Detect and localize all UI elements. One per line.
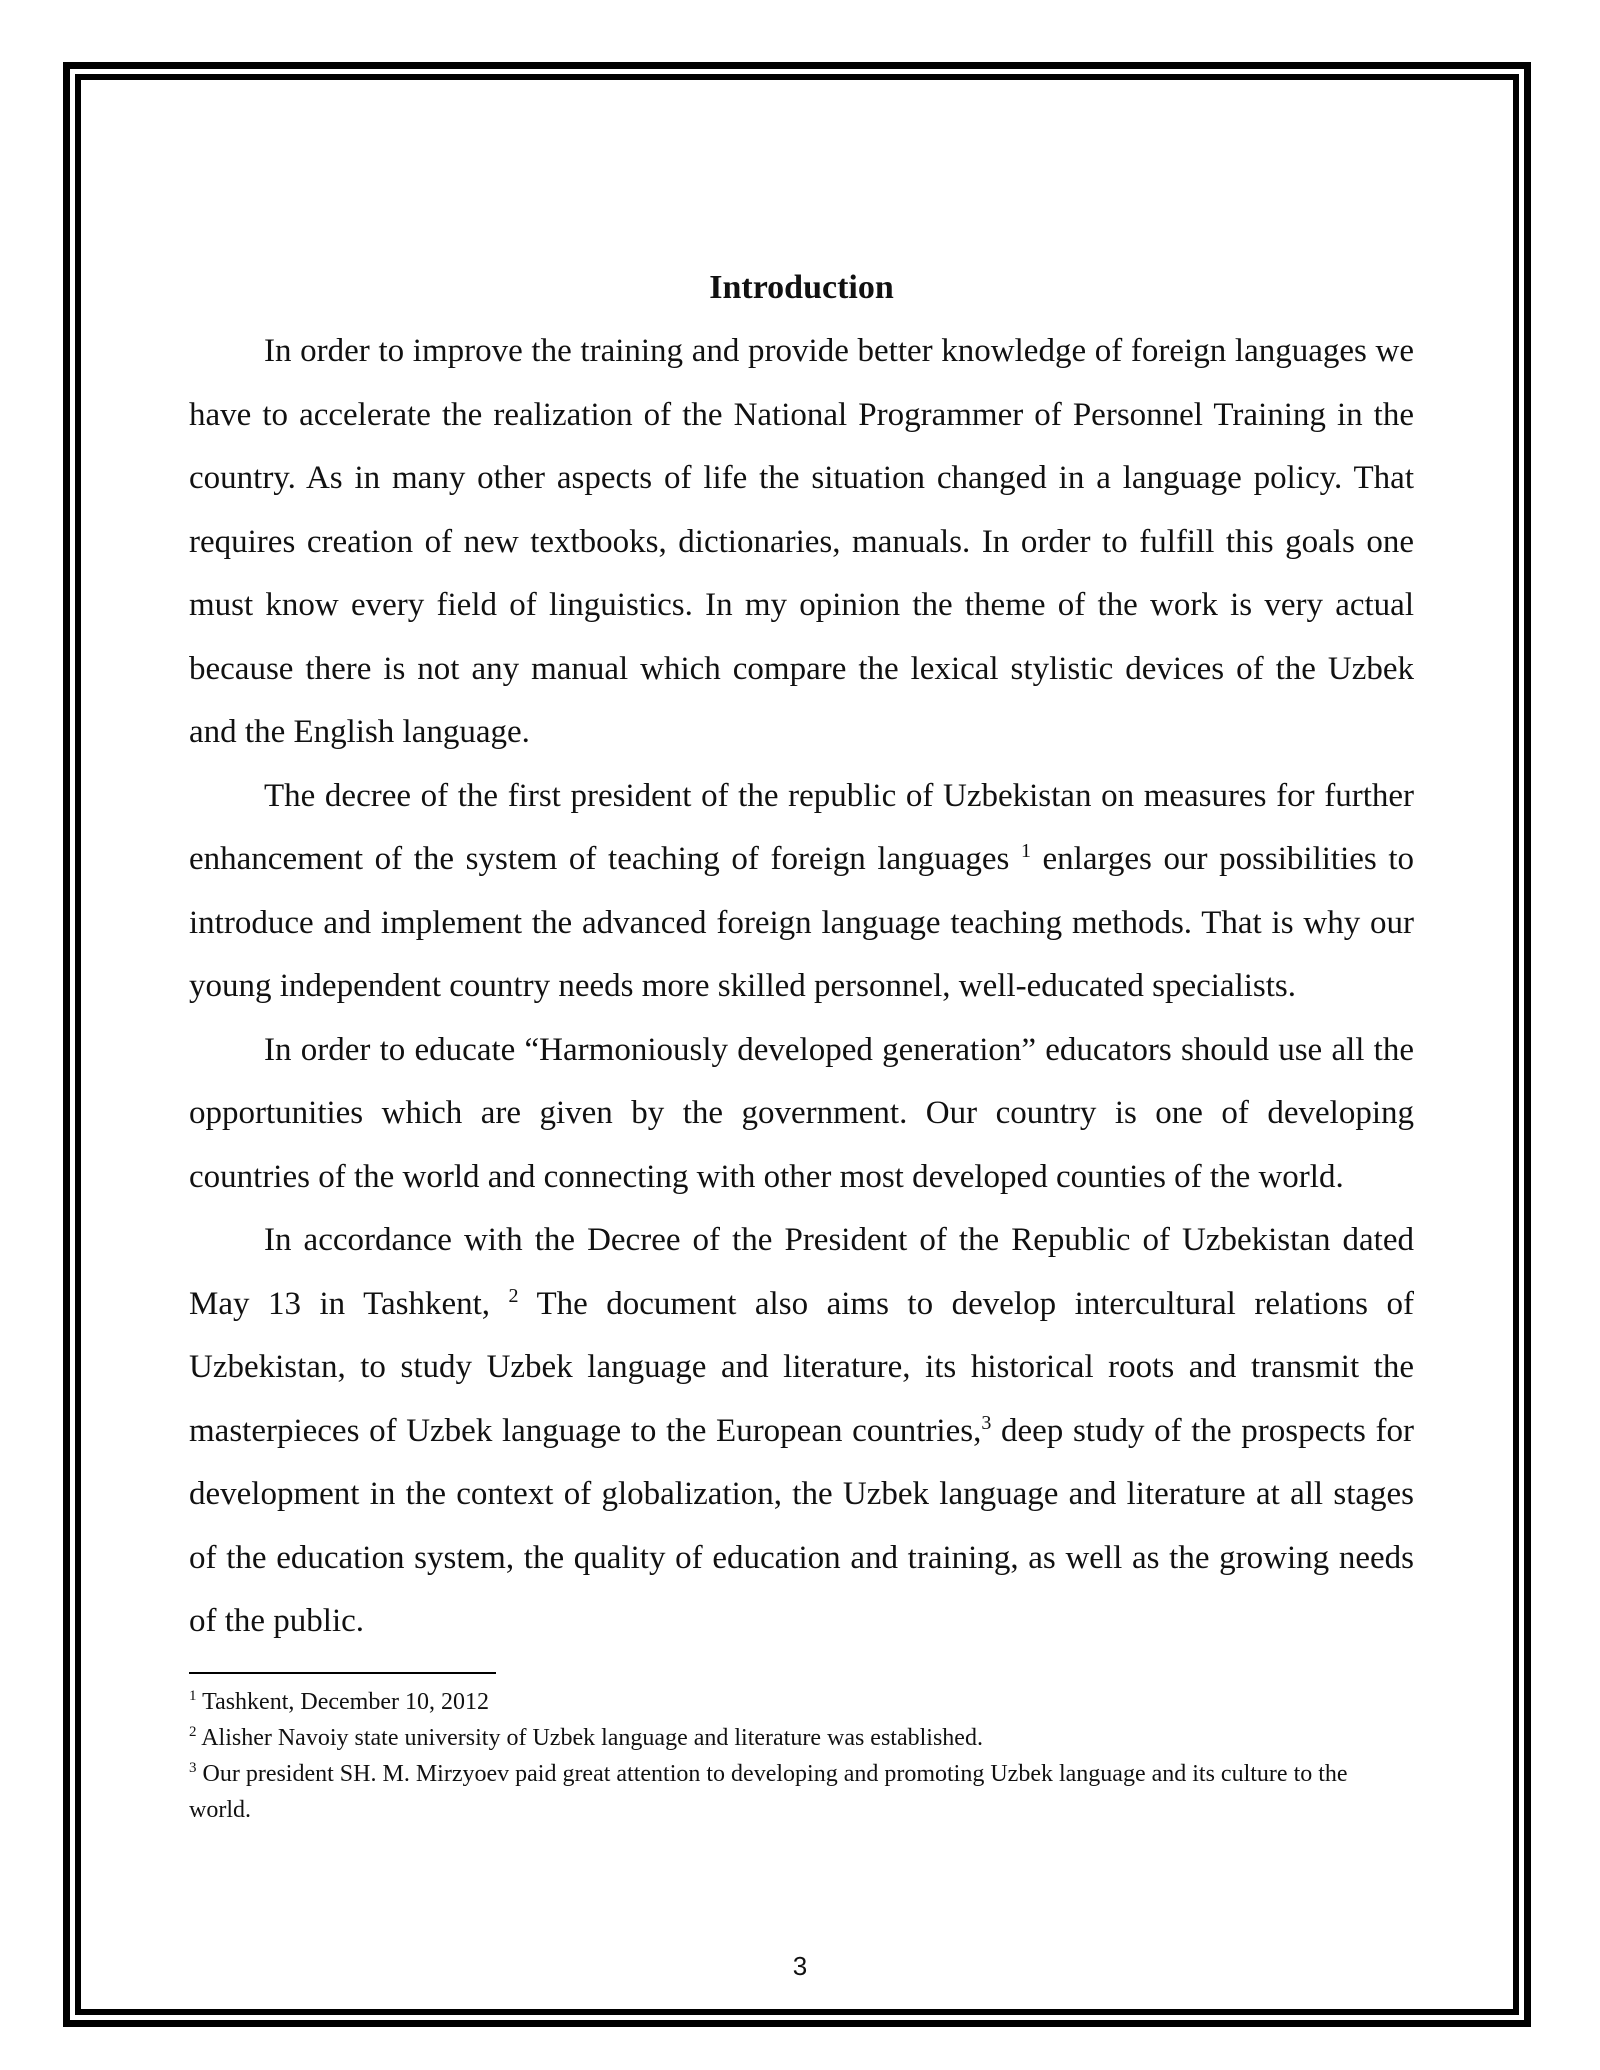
footnote-mark: 1 [189,1687,197,1704]
footnote-1 [189,1684,1414,1720]
paragraph-text: enlarges our possibilities to introduce and implement the advanced foreign language teaching methods. That is why our young independent country needs more skilled personnel, well-educated specialists. [189,841,1415,1004]
paragraph-2 [189,765,1414,1019]
document-title: Introduction [709,269,894,306]
paragraph-text: The decree of the first president of the republic of Uzbekistan on measures for further enhancement of the system of teaching of foreign languages [189,777,1414,877]
paragraph-text: The document also aims to develop intercultural relations of Uzbekistan, to study Uzbek language and literature, its historical roots and transmit the masterpieces of Uzbek language to the European countries, [189,1285,1414,1449]
paragraph-text: deep study of the prospects for development in the context of globalization, the Uzbek language and literature at all stages of the education system, the quality of education and training, as well as the growing needs of the public. [189,1412,1414,1639]
paragraph-text: In order to educate “Harmoniously developed generation” educators should use all the opportunities which are given by the government. Our country is one of developing countries of the world and connecting with other most developed counties of the world. [189,1031,1414,1195]
footnote-mark: 3 [189,1759,197,1776]
footnote-text: Alisher Navoiy state university of Uzbek language and literature was established. [201,1724,983,1751]
footnote-ref-2[interactable]: 2 [508,1284,519,1307]
footnote-mark: 2 [189,1723,197,1740]
paragraph-text: In accordance with the Decree of the President of the Republic of Uzbekistan dated May 13 in Tashkent, [189,1222,1414,1322]
footnote-separator [189,1672,496,1674]
paragraph-1 [189,320,1414,765]
footnote-ref-1[interactable]: 1 [1020,840,1031,862]
page-number: 3 [792,1951,808,1981]
footnote-2 [189,1720,1414,1756]
footnote-text: Our president SH. M. Mirzyoev paid great attention to developing and promoting Uzbek language and its culture to the world. [189,1760,1348,1823]
paragraph-4 [189,1209,1414,1654]
paragraph-3 [189,1019,1414,1210]
footnote-text: Tashkent, December 10, 2012 [202,1688,489,1715]
footnote-3 [189,1756,1414,1828]
footnote-ref-3[interactable]: 3 [981,1411,992,1434]
page-content [189,262,1414,1828]
paragraph-text: In order to improve the training and provide better knowledge of foreign languages we have to accelerate the realization of the National Programmer of Personnel Training in the country. As in many other aspects of life the situation changed in a language policy. That requires creation of new textbooks, dictionaries, manuals. In order to fulfill this goals one must know every field of linguistics. In my opinion the theme of the work is very actual because there is not any manual which compare the lexical stylistic devices of the Uzbek and the English language. [189,333,1414,750]
